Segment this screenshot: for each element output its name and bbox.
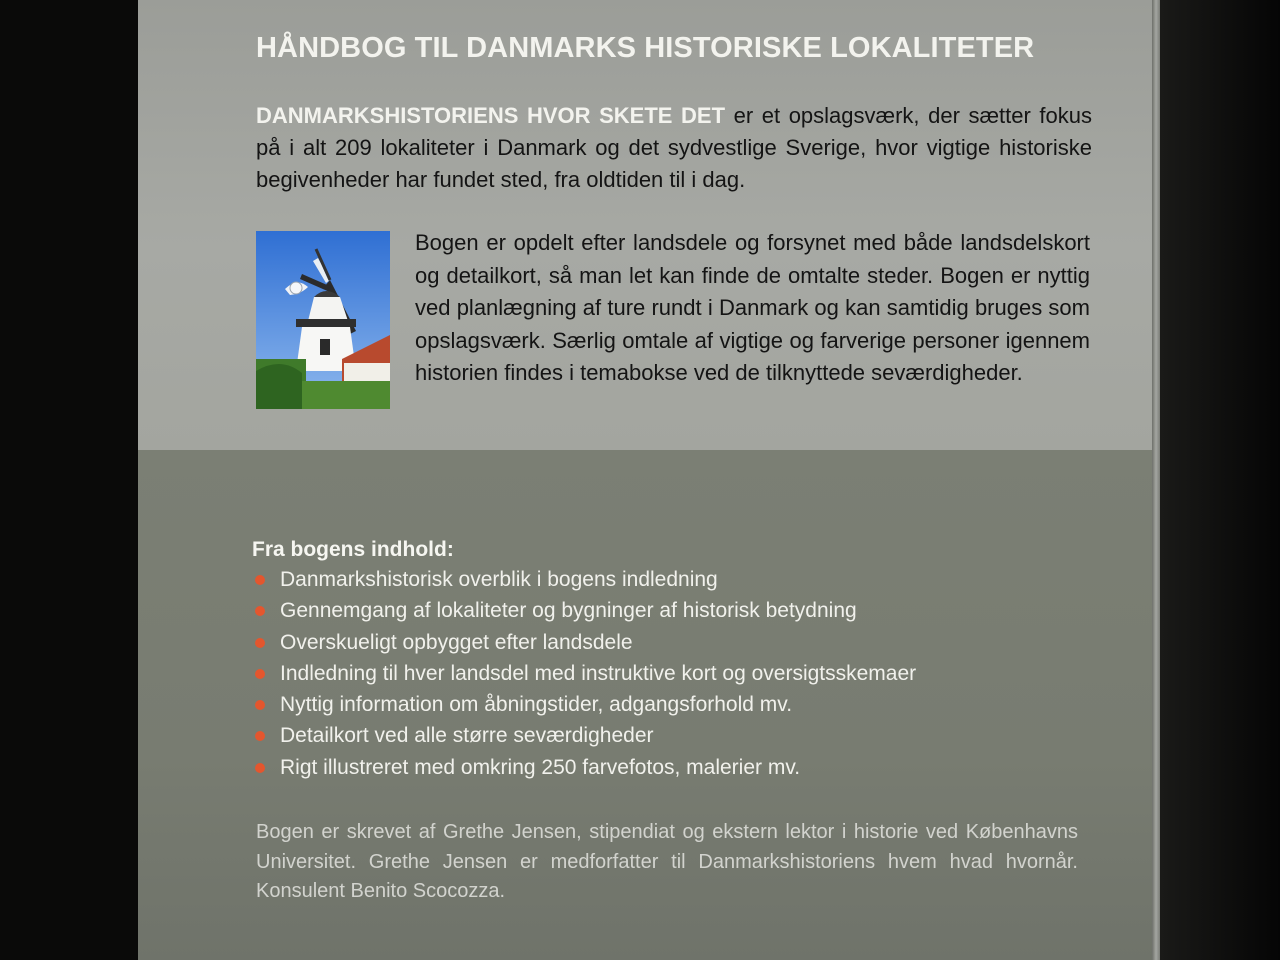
windmill-illustration xyxy=(256,231,390,409)
book-spine-edge xyxy=(1152,0,1160,960)
list-item-text: Overskueligt opbygget efter landsdele xyxy=(280,630,633,654)
bullet-dot-icon xyxy=(255,669,265,679)
bullet-dot-icon xyxy=(255,575,265,585)
list-item-text: Gennemgang af lokaliteter og bygninger af historisk betydning xyxy=(280,599,857,623)
bullet-dot-icon xyxy=(255,731,265,741)
list-item-text: Indledning til hver landsdel med instruktive kort og oversigtsskemaer xyxy=(280,661,917,685)
list-item-text: Danmarkshistorisk overblik i bogens indledning xyxy=(280,568,718,591)
list-item xyxy=(252,689,1122,720)
list-item xyxy=(252,658,1122,689)
list-item-text: Nyttig information om åbningstider, adgangsforhold mv. xyxy=(280,693,793,717)
bullet-dot-icon xyxy=(255,700,265,710)
list-item xyxy=(252,564,1122,595)
intro-lead: DANMARKSHISTORIENS HVOR SKETE DET xyxy=(256,103,726,128)
contents-heading: Fra bogens indhold: xyxy=(252,538,454,561)
author-note: Bogen er skrevet af Grethe Jensen, stipendiat og ekstern lektor i historie ved Københavns Universitet. Grethe Jensen er medforfatter til Danmarkshistoriens hvem hvad hvornår. Konsulent Benito Scocozza. xyxy=(256,821,1078,902)
list-item xyxy=(252,752,1122,783)
windmill-photo xyxy=(256,231,390,409)
intro-paragraph xyxy=(256,100,1092,196)
bullet-dot-icon xyxy=(255,638,265,648)
list-item xyxy=(252,595,1122,626)
list-item xyxy=(252,720,1122,751)
bullet-dot-icon xyxy=(255,763,265,773)
description-paragraph: Bogen er opdelt efter landsdele og forsynet med både landsdelskort og detailkort, så man let kan finde de omtalte steder. Bogen er nyttig ved planlægning af ture rundt i Danmark og kan samtidig bruges som opslagsværk. Særlig omtale af vigtige og farverige personer igennem historien findes i temabokse ved de tilknyttede seværdigheder. xyxy=(415,230,1090,385)
cover-title: HÅNDBOG TIL DANMARKS HISTORISKE LOKALITETER xyxy=(256,32,1035,64)
list-item-text: Detailkort ved alle større seværdigheder xyxy=(280,724,654,748)
intro-rest: er et opslagsværk, der sætter fokus på i alt 209 lokaliteter i Danmark og det sydvestlige Sverige, hvor vigtige historiske begivenheder har fundet sted, fra oldtiden til i dag. xyxy=(256,103,1092,192)
list-item xyxy=(252,627,1122,658)
dark-background xyxy=(1160,0,1280,960)
bullet-dot-icon xyxy=(255,606,265,616)
contents-list xyxy=(252,564,1122,783)
contents-section xyxy=(252,538,1122,783)
list-item-text: Rigt illustreret med omkring 250 farvefotos, malerier mv. xyxy=(280,755,801,779)
